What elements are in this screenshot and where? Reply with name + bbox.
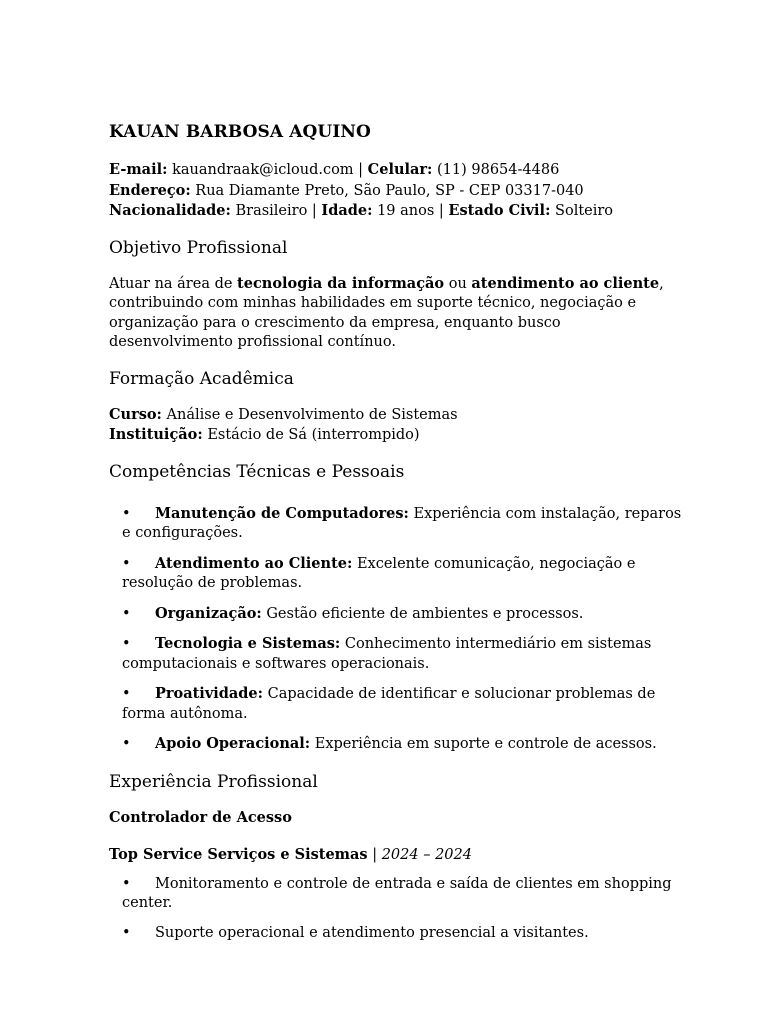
item-text: Conhecimento intermediário em sistemas	[340, 636, 652, 652]
objective-line: organização para o crescimento da empresa, enquanto busco	[109, 314, 561, 331]
objective-text: ,	[659, 275, 664, 292]
course-label: Curso:	[109, 405, 162, 423]
age-label: Idade:	[321, 202, 373, 219]
skill-item	[109, 504, 682, 544]
company-name: Top Service Serviços e Sistemas	[109, 846, 368, 863]
contact-line-personal	[109, 201, 669, 222]
job-title: Controlador de Acesso	[109, 808, 292, 826]
item-continuation: resolução de problemas.	[122, 575, 303, 591]
item-continuation: center.	[122, 895, 173, 911]
item-first-line	[122, 924, 669, 944]
address-label: Endereço:	[109, 181, 191, 199]
skill-label: Atendimento ao Cliente:	[155, 554, 353, 572]
institution-line	[109, 425, 669, 446]
nationality-label: Nacionalidade:	[109, 202, 231, 219]
item-continuation: e configurações.	[122, 525, 243, 541]
section-heading-objective: Objetivo Profissional	[109, 237, 288, 258]
email-label: E-mail:	[109, 161, 168, 178]
civil-status-label: Estado Civil:	[448, 202, 551, 219]
course-line	[109, 405, 669, 426]
skill-label: Proatividade:	[155, 685, 263, 702]
item-text: Capacidade de identificar e solucionar problemas de	[263, 686, 656, 702]
section-heading-skills: Competências Técnicas e Pessoais	[109, 461, 405, 482]
objective-line	[109, 274, 669, 295]
bullet-icon: •	[122, 505, 131, 522]
skills-list	[109, 504, 682, 755]
objective-text: Atuar na área de	[109, 275, 238, 292]
skill-label: Tecnologia e Sistemas:	[155, 635, 341, 652]
institution-label: Instituição:	[109, 426, 203, 443]
item-text: Experiência em suporte e controle de acessos.	[310, 736, 657, 752]
item-text: Gestão eficiente de ambientes e processos.	[261, 605, 584, 622]
skill-item	[109, 634, 669, 674]
item-first-line	[122, 875, 672, 895]
experience-item	[109, 924, 669, 944]
objective-text: ou	[444, 275, 472, 292]
objective-highlight: tecnologia da informação	[237, 274, 445, 292]
nationality-value: Brasileiro	[235, 203, 308, 219]
item-first-line	[122, 634, 669, 655]
contact-block	[109, 160, 669, 222]
experience-item	[109, 875, 672, 914]
objective-line: desenvolvimento profissional contínuo.	[109, 334, 396, 350]
section-heading-education: Formação Acadêmica	[109, 368, 294, 389]
section-heading-experience: Experiência Profissional	[109, 771, 318, 792]
bullet-icon: •	[122, 686, 131, 702]
resume-page	[109, 121, 682, 943]
item-text: Experiência com instalação, reparos	[408, 505, 682, 522]
item-first-line	[122, 684, 669, 705]
item-text: Suporte operacional e atendimento presencial a visitantes.	[155, 924, 589, 941]
skill-item	[109, 684, 669, 724]
bullet-icon: •	[122, 636, 131, 652]
skill-item	[109, 554, 669, 594]
age-value: 19 anos	[377, 203, 435, 219]
bullet-icon: •	[122, 875, 131, 892]
skill-item	[109, 604, 669, 625]
phone-label: Celular:	[367, 161, 433, 178]
email-value: kauandraak@icloud.com	[172, 162, 354, 178]
civil-status-value: Solteiro	[555, 203, 614, 219]
job-period: 2024 – 2024	[381, 847, 472, 863]
bullet-icon: •	[122, 605, 131, 622]
separator: |	[434, 203, 449, 219]
contact-line-email-phone	[109, 160, 669, 181]
skill-label: Apoio Operacional:	[155, 735, 311, 752]
item-continuation: computacionais e softwares operacionais.	[122, 655, 430, 672]
skill-label: Manutenção de Computadores:	[155, 504, 409, 522]
objective-highlight: atendimento ao cliente	[471, 274, 660, 292]
item-continuation: forma autônoma.	[122, 705, 248, 722]
item-first-line	[122, 504, 682, 525]
phone-value: (11) 98654-4486	[437, 162, 560, 178]
separator: |	[307, 203, 322, 219]
objective-line: contribuindo com minhas habilidades em suporte técnico, negociação e	[109, 295, 637, 311]
objective-paragraph	[109, 274, 669, 353]
item-first-line	[122, 604, 669, 625]
job-company-line	[109, 845, 669, 866]
course-value: Análise e Desenvolvimento de Sistemas	[166, 406, 458, 423]
bullet-icon: •	[122, 924, 131, 941]
item-text: Monitoramento e controle de entrada e saída de clientes em shopping	[155, 875, 672, 892]
candidate-name: KAUAN BARBOSA AQUINO	[109, 122, 371, 142]
separator: |	[367, 847, 382, 863]
item-first-line	[122, 734, 669, 755]
contact-line-address	[109, 181, 669, 202]
institution-value: Estácio de Sá (interrompido)	[207, 427, 420, 443]
item-first-line	[122, 554, 669, 575]
bullet-icon: •	[122, 736, 131, 752]
address-value: Rua Diamante Preto, São Paulo, SP - CEP 03317-040	[195, 182, 584, 199]
skill-label: Organização:	[155, 604, 262, 622]
separator: |	[353, 162, 368, 178]
experience-list	[109, 875, 672, 944]
item-text: Excelente comunicação, negociação e	[352, 555, 636, 572]
bullet-icon: •	[122, 555, 131, 572]
skill-item	[109, 734, 669, 755]
education-block	[109, 405, 669, 446]
